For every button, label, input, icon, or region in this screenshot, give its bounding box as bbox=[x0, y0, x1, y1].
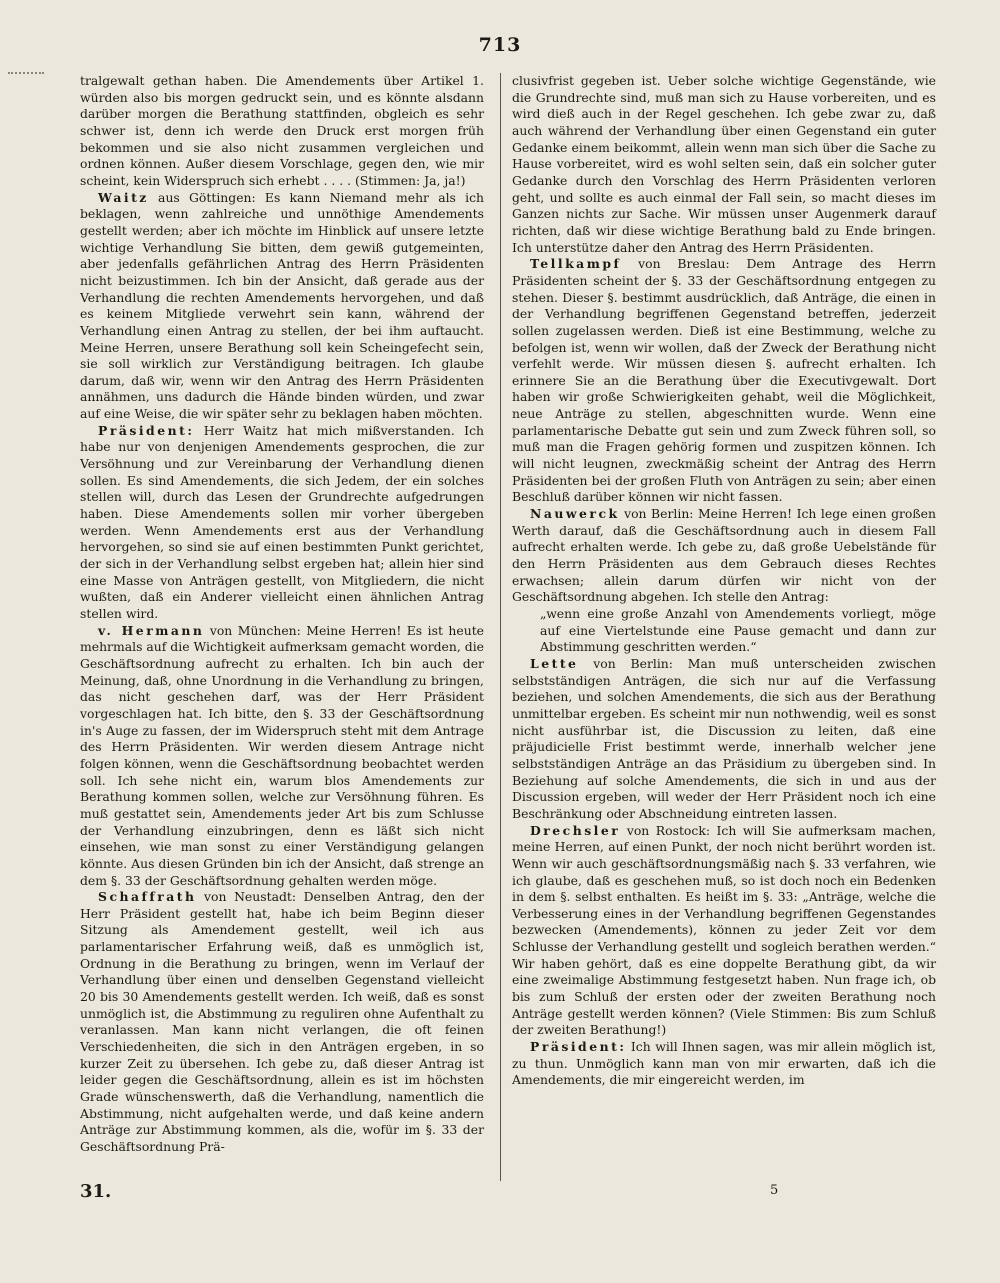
speaker-name: Lette bbox=[530, 655, 579, 671]
speaker-name: Tellkampf bbox=[530, 256, 622, 272]
speaker-name: Drechsler bbox=[530, 822, 621, 838]
speech-paragraph bbox=[512, 823, 936, 1040]
speech-text: Ich will Ihnen sagen, was mir allein möglich ist, zu thun. Unmöglich kann man von mir erwarten, daß ich die Amendements, die mir eingereicht werden, im bbox=[512, 1039, 936, 1088]
speech-text: „wenn eine große Anzahl von Amendements vorliegt, möge auf eine Viertelstunde eine Pause gemacht und dann zur Abstimmung geschritten werden.“ bbox=[540, 606, 936, 655]
speech-paragraph bbox=[512, 506, 936, 606]
folio-number: 5 bbox=[770, 1183, 779, 1198]
speaker-name: Präsident: bbox=[530, 1039, 627, 1055]
sheet-signature: 31. bbox=[80, 1181, 112, 1202]
speech-paragraph bbox=[512, 606, 936, 656]
speech-text: von Breslau: Dem Antrage des Herrn Präsidenten scheint der §. 33 der Geschäftsordnung entgegen zu stehen. Dieser §. bestimmt ausdrücklich, daß Anträge, die einen in der Verhandlung begriffenen Gegenstand betreffen, jederzeit sollen zugelassen werden. Dieß ist eine Bestimmung, welche zu befolgen ist, wenn wir wollen, daß der Zweck der Berathung nicht verfehlt werde. Wir müssen diesen §. aufrecht erhalten. Ich erinnere Sie an die Berathung über die Executivgewalt. Dort haben wir große Schwierigkeiten gehabt, weil die Möglichkeit, neue Anträge zu stellen, abgeschnitten wurde. Wenn eine parlamentarische Debatte gut sein und zum Zweck führen soll, so muß man die Fragen gehörig formen und zuspitzen können. Ich will nicht leugnen, zweckmäßig scheint der Antrag des Herrn Präsidenten bei der großen Fluth von Anträgen zu sein; aber einen Beschluß darüber können wir nicht fassen. bbox=[512, 256, 936, 505]
speaker-name: Präsident: bbox=[98, 422, 195, 438]
speaker-name: Schaffrath bbox=[98, 889, 197, 905]
right-column bbox=[512, 73, 936, 1089]
speaker-name: v. Hermann bbox=[98, 622, 205, 638]
speech-text: Herr Waitz hat mich mißverstanden. Ich habe nur von denjenigen Amendements gesprochen, die zur Versöhnung und zur Vereinbarung der Verhandlung dienen sollen. Es sind Amendements, die sich Jedem, der ein solches stellen will, durch das Lesen der Grundrechte aufgedrungen haben. Diese Amendements sollen mir vorher übergeben werden. Wenn Amendements erst aus der Verhandlung hervorgehen, so sind sie auf einen bestimmten Punkt gerichtet, der sich in der Verhandlung selbst ergeben hat; allein hier sind eine Masse von Anträgen gestellt, von Mitgliedern, die nicht wußten, daß ein Anderer vielleicht einen ähnlichen Antrag stellen wird. bbox=[80, 422, 484, 621]
left-column bbox=[80, 73, 484, 1156]
speech-text: von Rostock: Ich will Sie aufmerksam machen, meine Herren, auf einen Punkt, der noch nicht berührt worden ist. Wenn wir auch geschäftsordnungsmäßig nach §. 33 verfahren, wie ich glaube, daß es geschehen muß, so ist doch noch ein Bedenken in dem §. selbst enthalten. Es heißt im §. 33: „Anträge, welche die Verbesserung eines in der Verhandlung begriffenen Gegenstandes bezwecken (Amendements), können zu jeder Zeit vor dem Schlusse der Verhandlung gestellt und sogleich berathen werden.“ Wir haben gehört, daß es eine doppelte Berathung gibt, da wir eine zweimalige Abstimmung festgesetzt haben. Nun frage ich, ob bis zum Schluß der ersten oder der zweiten Berathung noch Anträge gestellt werden können? (Viele Stimmen: Bis zum Schluß der zweiten Berathung!) bbox=[512, 822, 936, 1038]
speaker-name: Nauwerck bbox=[530, 506, 620, 522]
speech-paragraph bbox=[512, 73, 936, 256]
speaker-name: Waitz bbox=[98, 189, 149, 205]
page-number: 713 bbox=[478, 34, 522, 56]
margin-mark bbox=[8, 72, 44, 76]
speech-paragraph bbox=[80, 889, 484, 1156]
speech-paragraph bbox=[80, 423, 484, 623]
speech-text: aus Göttingen: Es kann Niemand mehr als ich beklagen, wenn zahlreiche und unnöthige Amendements gestellt werden; aber ich möchte im Hinblick auf unsere letzte wichtige Verhandlung Sie bitten, dem gewiß gutgemeinten, aber jedenfalls gefährlichen Antrag des Herrn Präsidenten nicht beizustimmen. Ich bin der Ansicht, daß gerade aus der Verhandlung die rechten Amendements hervorgehen, und daß es keinem Mitgliede verwehrt sein kann, während der Verhandlung einen Antrag zu stellen, der bei ihm auftaucht. Meine Herren, unsere Berathung soll kein Scheingefecht sein, sie soll wirklich zur Verständigung beitragen. Ich glaube darum, daß wir, wenn wir den Antrag des Herrn Präsidenten annähmen, uns dadurch die Hände binden würden, und zwar auf eine Weise, die wir später sehr zu beklagen haben möchten. bbox=[80, 189, 484, 422]
speech-paragraph bbox=[512, 1039, 936, 1089]
speech-paragraph bbox=[512, 256, 936, 506]
speech-paragraph bbox=[80, 190, 484, 423]
speech-paragraph bbox=[80, 73, 484, 190]
speech-text: clusivfrist gegeben ist. Ueber solche wichtige Gegenstände, wie die Grundrechte sind, muß man sich zu Hause vorbereiten, und es wird dieß auch in der Regel geschehen. Ich gebe zwar zu, daß auch während der Verhandlung über einen Gegenstand ein guter Gedanke einem beikommt, allein wenn man sich über die Sache zu Hause vorbereitet, wird es wohl selten sein, daß ein solcher guter Gedanke durch den Vorschlag des Herrn Präsidenten verloren geht, und sollte es auch einmal der Fall sein, so macht dieses im Ganzen nichts zur Sache. Wir müssen unser Augenmerk darauf richten, daß wir diese wichtige Berathung bald zu Ende bringen. Ich unterstütze daher den Antrag des Herrn Präsidenten. bbox=[512, 73, 936, 255]
speech-text: von München: Meine Herren! Es ist heute mehrmals auf die Wichtigkeit aufmerksam gemacht worden, die Geschäftsordnung aufrecht zu erhalten. Ich bin auch der Meinung, daß, ohne Unordnung in die Verhandlung zu bringen, das nicht geschehen darf, was der Herr Präsident vorgeschlagen hat. Ich bitte, den §. 33 der Geschäftsordnung in's Auge zu fassen, der im Widerspruch steht mit dem Antrage des Herrn Präsidenten. Wir werden diesem Antrage nicht folgen können, wenn die Geschäftsordnung beobachtet werden soll. Ich sehe nicht ein, warum blos Amendements zur Berathung kommen sollen, welche zur Versöhnung führen. Es muß gestattet sein, Amendements jeder Art bis zum Schlusse der Verhandlung einzubringen, denn es läßt sich nicht einsehen, wie man sonst zu einer Verständigung gelangen könnte. Aus diesen Gründen bin ich der Ansicht, daß strenge an dem §. 33 der Geschäftsordnung gehalten werden möge. bbox=[80, 622, 485, 888]
speech-text: von Neustadt: Denselben Antrag, den der Herr Präsident gestellt hat, habe ich beim Beginn dieser Sitzung als Amendement gestellt, weil ich aus parlamentarischer Erfahrung weiß, daß es unmöglich ist, Ordnung in die Berathung zu bringen, wenn im Verlauf der Verhandlung über einen und denselben Gegenstand vielleicht 20 bis 30 Amendements gestellt werden. Ich weiß, daß es sonst unmöglich ist, die Abstimmung zu reguliren ohne Aufenthalt zu veranlassen. Man kann nicht verlangen, die oft feinen Verschiedenheiten, die sich in den Anträgen ergeben, in so kurzer Zeit zu übersehen. Ich gebe zu, daß dieser Antrag ist leider gegen die Geschäftsordnung, allein es ist im höchsten Grade wünschenswerth, daß die Verhandlung, namentlich die Abstimmung, nicht aufgehalten werde, und daß keine andern Anträge zur Abstimmung kommen, als die, wofür im §. 33 der Geschäftsordnung Prä- bbox=[80, 889, 484, 1154]
speech-paragraph bbox=[80, 623, 484, 890]
column-divider bbox=[500, 73, 501, 1181]
speech-text: von Berlin: Man muß unterscheiden zwischen selbstständigen Anträgen, die sich nur auf die Verfassung beziehen, und solchen Amendements, die sich aus der Berathung unmittelbar ergeben. Es scheint mir nun nothwendig, weil es sonst nicht ausführbar ist, die Discussion zu leiten, daß eine präjudicielle Frist bestimmt werde, innerhalb welcher jene selbstständigen Anträge an das Präsidium zu übergeben sind. In Beziehung auf solche Amendements, die sich in und aus der Discussion ergeben, will weder der Herr Präsident noch ich eine Beschränkung oder Abschneidung eintreten lassen. bbox=[512, 655, 936, 821]
speech-paragraph bbox=[512, 656, 936, 823]
speech-text: von Berlin: Meine Herren! Ich lege einen großen Werth darauf, daß die Geschäftsordnung auch in diesem Fall aufrecht erhalten werde. Ich gebe zu, daß große Uebelstände für den Herrn Präsidenten aus dem Gebrauch dieses Rechtes erwachsen; allein darum dürfen wir nicht von der Geschäftsordnung abgehen. Ich stelle den Antrag: bbox=[512, 506, 936, 605]
speech-text: tralgewalt gethan haben. Die Amendements über Artikel 1. würden also bis morgen gedruckt sein, und es könnte alsdann darüber morgen die Berathung stattfinden, obgleich es sehr schwer ist, denn ich werde den Druck erst morgen früh bekommen und sie also nicht zusammen vergleichen und ordnen können. Außer diesem Vorschlage, gegen den, wie mir scheint, kein Widerspruch sich erhebt . . . . (Stimmen: Ja, ja!) bbox=[80, 73, 484, 188]
